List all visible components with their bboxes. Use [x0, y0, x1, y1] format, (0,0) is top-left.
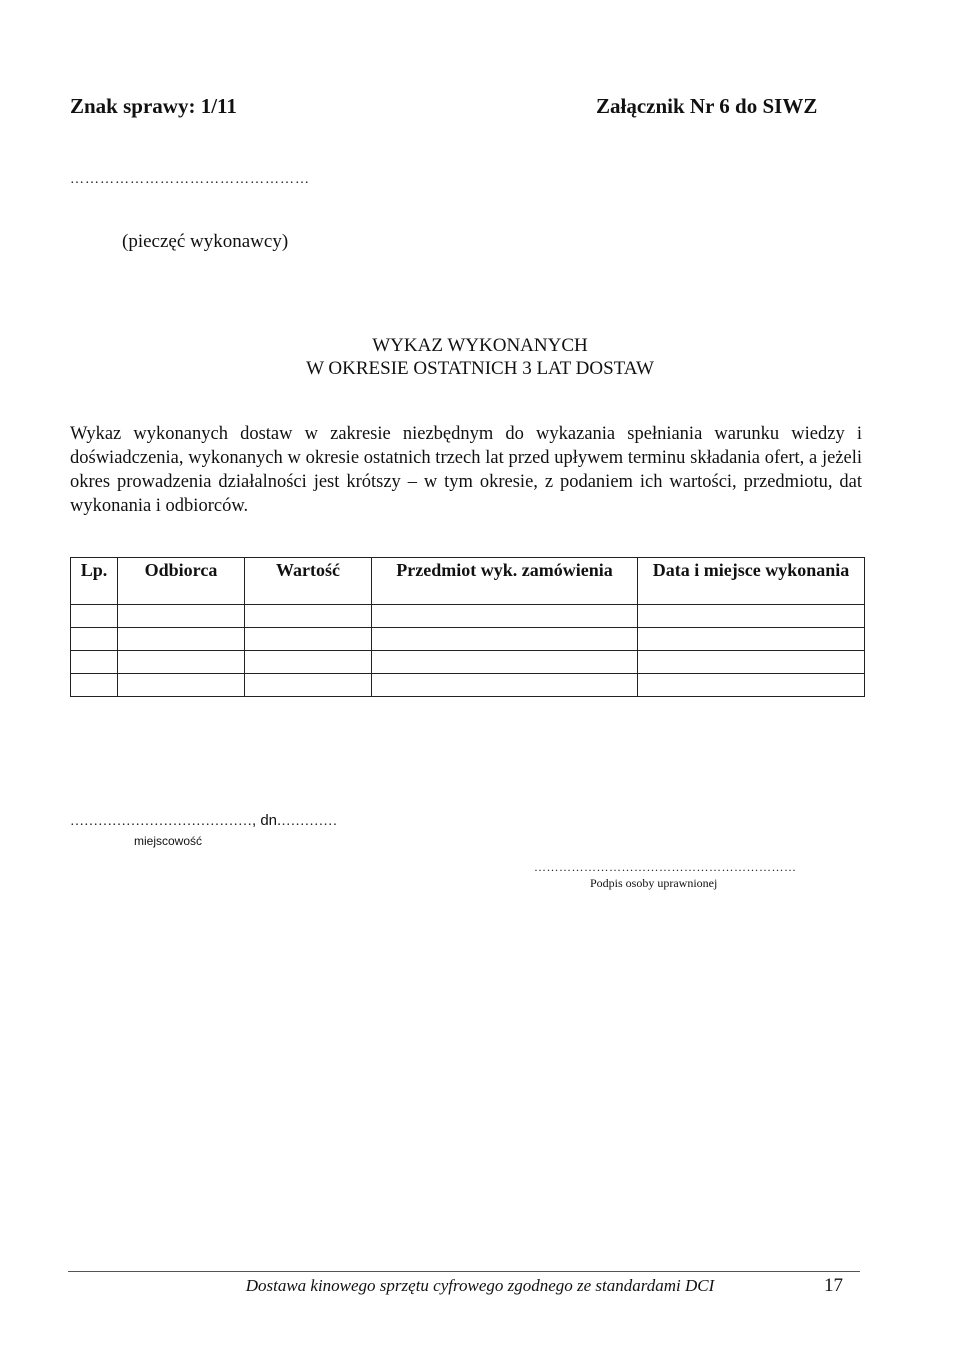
- attachment-label: Załącznik Nr 6 do SIWZ: [596, 94, 818, 118]
- stamp-label: (pieczęć wykonawcy): [122, 231, 289, 252]
- table-cell[interactable]: [638, 674, 865, 697]
- dn-label: , dn.: [252, 812, 282, 829]
- place-dots: …………………………………: [70, 814, 252, 829]
- footer-text: Dostawa kinowego sprzętu cyfrowego zgodnego ze standardami DCI: [245, 1276, 715, 1295]
- table-cell[interactable]: [372, 628, 638, 651]
- table-cell[interactable]: [638, 605, 865, 628]
- date-dots: …………: [281, 814, 338, 829]
- table-cell[interactable]: [71, 628, 118, 651]
- table-cell[interactable]: [118, 605, 245, 628]
- page-number: 17: [824, 1275, 843, 1296]
- column-header-recipient: Odbiorca: [118, 558, 245, 605]
- table-cell[interactable]: [245, 605, 372, 628]
- table-cell[interactable]: [118, 674, 245, 697]
- column-header-date-place: Data i miejsce wykonania: [638, 558, 865, 605]
- table-cell[interactable]: [372, 674, 638, 697]
- table-row: [71, 674, 865, 697]
- place-label: miejscowość: [134, 834, 203, 848]
- deliveries-table: [70, 557, 865, 697]
- title-line-2: W OKRESIE OSTATNICH 3 LAT DOSTAW: [306, 358, 654, 379]
- table-cell[interactable]: [245, 651, 372, 674]
- signature-dots: ………………………………………………………: [534, 860, 797, 874]
- table-cell[interactable]: [71, 651, 118, 674]
- table-cell[interactable]: [372, 651, 638, 674]
- table-cell[interactable]: [118, 651, 245, 674]
- table-row: [71, 651, 865, 674]
- table-cell[interactable]: [372, 605, 638, 628]
- column-header-subject: Przedmiot wyk. zamówienia: [372, 558, 638, 605]
- table-cell[interactable]: [245, 628, 372, 651]
- footer-divider: [68, 1271, 860, 1272]
- table-cell[interactable]: [71, 605, 118, 628]
- column-header-lp: Lp.: [71, 558, 118, 605]
- table-row: [71, 605, 865, 628]
- place-date-line: [70, 812, 337, 830]
- table-cell[interactable]: [71, 674, 118, 697]
- table-cell[interactable]: [245, 674, 372, 697]
- column-header-value: Wartość: [245, 558, 372, 605]
- body-paragraph: Wykaz wykonanych dostaw w zakresie niezbędnym do wykazania spełniania warunku wiedzy i doświadczenia, wykonanych w okresie ostatnich trzech lat przed upływem terminu składania ofert, a jeżeli okres prowadzenia działalności jest krótszy – w tym okresie, z podaniem ich wartości, przedmiotu, dat wykonania i odbiorców.: [70, 424, 862, 516]
- table-cell[interactable]: [118, 628, 245, 651]
- table-row: [71, 628, 865, 651]
- title-line-1: WYKAZ WYKONANYCH: [372, 335, 588, 356]
- stamp-dots: …………………………………………: [70, 172, 310, 187]
- table-cell[interactable]: [638, 651, 865, 674]
- signature-label: Podpis osoby uprawnionej: [590, 876, 718, 890]
- table-header-row: [71, 558, 865, 605]
- table-cell[interactable]: [638, 628, 865, 651]
- case-number: Znak sprawy: 1/11: [70, 94, 237, 118]
